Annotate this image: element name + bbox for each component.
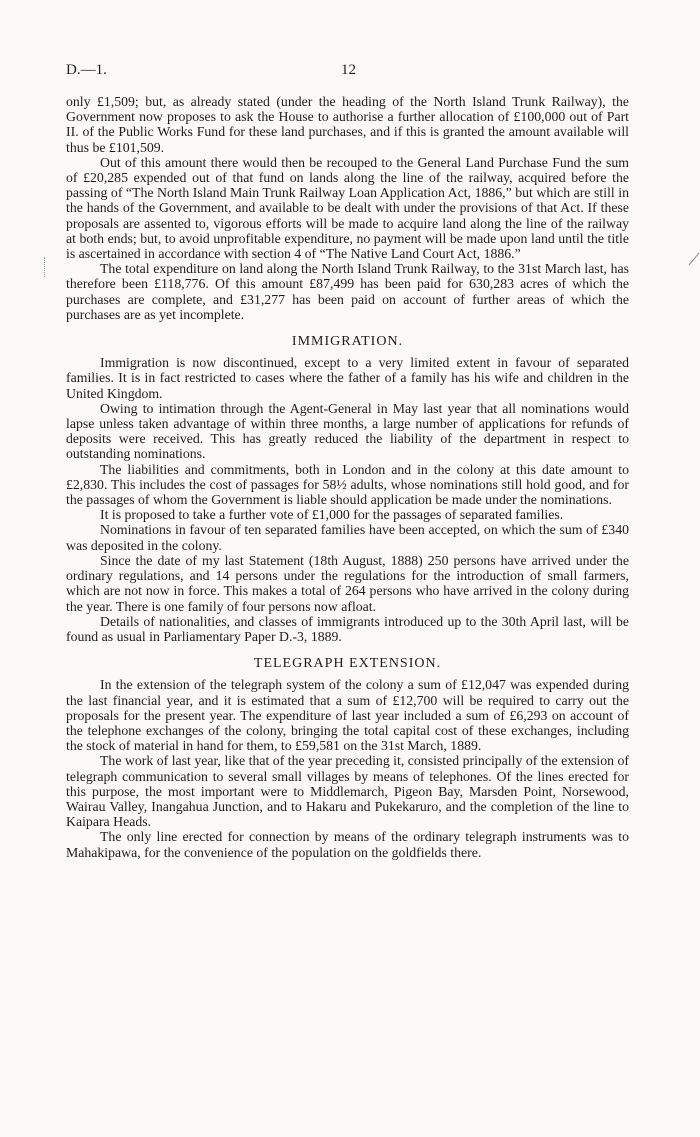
- paragraph: Immigration is now discontinued, except to a very limited extent in favour of separated families. It is in fact restricted to cases where the father of a family has his wife and children in the United Kingdom.: [66, 355, 629, 401]
- paragraph: The liabilities and commitments, both in London and in the colony at this date amount to £2,830. This includes the cost of passages for 58½ adults, whose nominations still hold good, and for the passages of whom the Government is liable should application be made under the nominations.: [66, 461, 629, 508]
- paragraph: The total expenditure on land along the North Island Trunk Railway, to the 31st March last, has therefore been £118,776. Of this amount £87,499 has been paid for 630,283 acres of which the purchases are complete, and £31,277 has been paid on account of further areas of which the purchases are as yet incomplete.: [66, 261, 629, 322]
- paragraph: The work of last year, like that of the year preceding it, consisted principally of the extension of telegraph communication to several small villages by means of telephones. Of the lines erected for this purpose, the most important were to Middlemarch, Pigeon Bay, Marsden Point, Norsewood, Wairau Valley, Inangahua Junction, and to Hakaru and Pukekaruro, and the completion of the line to Kaipara Heads.: [66, 753, 629, 830]
- section-heading-immigration: IMMIGRATION.: [291, 334, 404, 350]
- paragraph: Details of nationalities, and classes of immigrants introduced up to the 30th April last, will be found as usual in Parliamentary Paper D.-3, 1889.: [66, 613, 629, 644]
- document-reference: D.—1.: [66, 62, 107, 78]
- paragraph: Nominations in favour of ten separated families have been accepted, on which the sum of £340 was deposited in the colony.: [66, 522, 629, 553]
- page-number: 12: [341, 62, 356, 78]
- paragraph: The only line erected for connection by means of the ordinary telegraph instruments was to Mahakipawa, for the convenience of the population on the goldfields there.: [66, 829, 629, 860]
- paragraph: Owing to intimation through the Agent-General in May last year that all nominations would lapse unless taken advantage of within three months, a large number of applications for refunds of deposits were received. This has greatly reduced the liability of the department in respect to outstanding nominations.: [66, 400, 629, 462]
- paragraph: Out of this amount there would then be recouped to the General Land Purchase Fund the sum of £20,285 expended out of that fund on lands along the line of the railway, acquired before the passing of “The North Island Main Trunk Railway Loan Application Act, 1886,” but which are still in the hands of the Government, and available to be dealt with under the provisions of that Act. If these proposals are assented to, vigorous efforts will be made to acquire land along the line of the railway at both ends; but, to avoid unprofitable expenditure, no payment will be made upon land until the title is ascertained in accordance with section 4 of “The Native Land Court Act, 1886.”: [66, 154, 629, 262]
- margin-mark: [44, 257, 46, 277]
- edge-tick-mark: [688, 252, 700, 266]
- section-heading-telegraph-extension: TELEGRAPH EXTENSION.: [253, 656, 442, 672]
- page-header: [66, 62, 631, 82]
- paragraph: only £1,509; but, as already stated (under the heading of the North Island Trunk Railway), the Government now proposes to ask the House to authorise a further allocation of £100,000 out of Part II. of the Public Works Fund for these land purchases, and if this is granted the amount available will thus be £101,509.: [66, 94, 629, 155]
- paragraph: It is proposed to take a further vote of £1,000 for the passages of separated families.: [100, 507, 564, 523]
- paragraph: In the extension of the telegraph system of the colony a sum of £12,047 was expended during the last financial year, and it is estimated that a sum of £12,700 will be required to carry out the proposals for the present year. The expenditure of last year included a sum of £6,293 on account of the telephone exchanges of the colony, bringing the total capital cost of these exchanges, including the stock of material in hand for them, to £59,581 on the 31st March, 1889.: [66, 677, 629, 754]
- paragraph: Since the date of my last Statement (18th August, 1888) 250 persons have arrived under the ordinary regulations, and 14 persons under the regulations for the introduction of small farmers, which are not now in force. This makes a total of 264 persons who have arrived in the colony during the year. There is one family of four persons now afloat.: [66, 552, 629, 614]
- body-text: [66, 94, 629, 860]
